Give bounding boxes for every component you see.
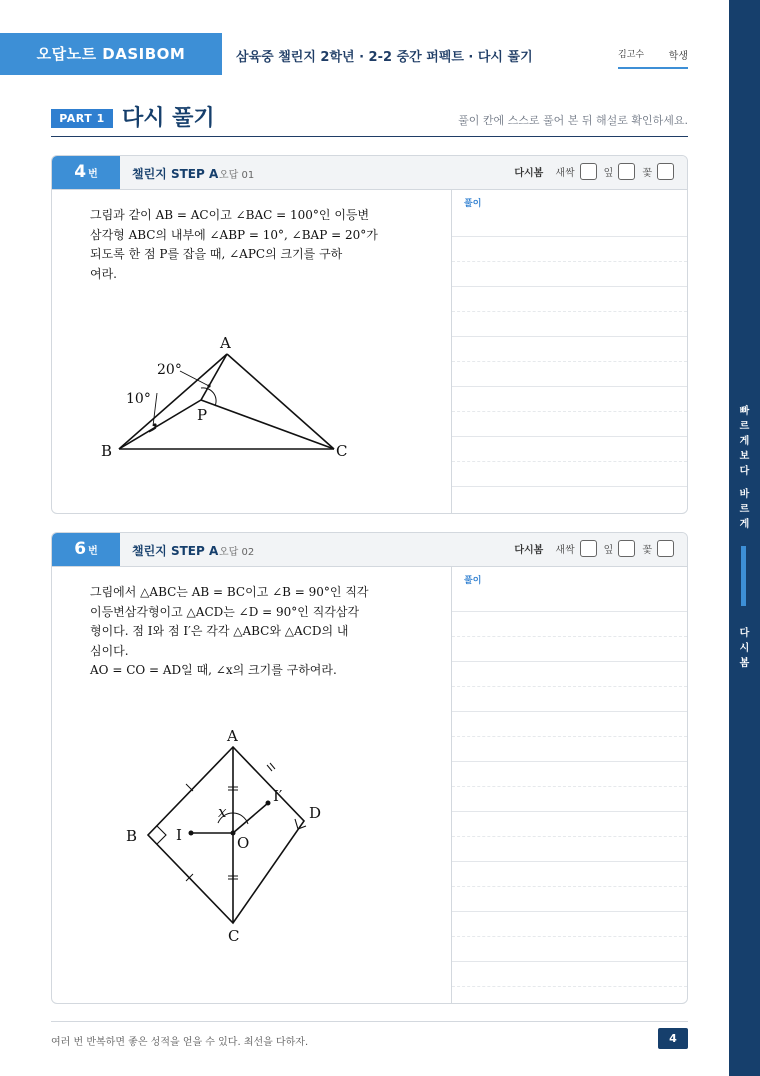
solution-line (452, 286, 687, 287)
solution-line (452, 786, 687, 787)
problem-text-line: AO = CO = AD일 때, ∠x의 크기를 구하여라. (90, 663, 337, 677)
side-motto-char: 보 (739, 451, 750, 462)
side-section-char: 봄 (739, 658, 750, 669)
point-label-p: P (197, 406, 208, 424)
side-section-char: 시 (739, 643, 750, 654)
student-role: 학생 (668, 51, 688, 62)
part-title: 다시 풀기 (122, 106, 215, 131)
vertex-label-b: B (101, 442, 113, 460)
solution-line (452, 486, 687, 487)
student-name: 김고수 (618, 50, 645, 60)
student-info (618, 47, 688, 69)
solution-label: 풀이 (464, 576, 482, 586)
problem-text-line: 되도록 한 점 P를 잡을 때, ∠APC의 크기를 구하 (90, 247, 343, 261)
review-checkbox-sprout[interactable] (580, 540, 597, 557)
triangle-figure (97, 328, 367, 468)
solution-line (452, 936, 687, 937)
solution-line (452, 736, 687, 737)
side-motto-char: 르 (739, 504, 750, 515)
problem-text-line: 그림과 같이 AB = AC이고 ∠BAC = 100°인 이등변 (90, 208, 370, 222)
problem-body (52, 567, 451, 1002)
review-checkboxes (514, 163, 678, 180)
solution-line (452, 436, 687, 437)
point-label-i-prime: I′ (273, 787, 283, 805)
vertex-label-a: A (227, 727, 238, 745)
side-motto (729, 404, 760, 532)
problem-source: 오답 02 (219, 547, 255, 558)
problem-text-line: 여라. (90, 266, 117, 281)
solution-area[interactable] (452, 190, 687, 513)
review-checkbox-leaf[interactable] (618, 163, 635, 180)
solution-label: 풀이 (464, 199, 482, 209)
solution-area[interactable] (452, 567, 687, 1003)
solution-line (452, 811, 687, 812)
solution-line (452, 961, 687, 962)
problem-text-line: 이등변삼각형이고 △ACD는 ∠D = 90°인 직각삼각 (90, 604, 360, 619)
review-checkbox-flower[interactable] (657, 163, 674, 180)
side-tab (729, 0, 760, 1076)
side-motto-char: 게 (739, 436, 750, 447)
side-motto-char: 게 (739, 519, 750, 530)
vertex-label-a: A (220, 334, 231, 352)
problem-step: 챌린지 STEP A (132, 544, 219, 558)
solution-line (452, 311, 687, 312)
solution-line (452, 986, 687, 987)
solution-line (452, 661, 687, 662)
solution-line (452, 461, 687, 462)
part-heading (51, 100, 688, 137)
solution-line (452, 911, 687, 912)
solution-line (452, 386, 687, 387)
solution-line (452, 361, 687, 362)
point-label-i: I (176, 826, 182, 844)
footer-divider (51, 1021, 688, 1022)
problem-source: 오답 01 (219, 170, 255, 181)
quadrilateral-figure (118, 723, 348, 993)
vertex-label-d: D (309, 804, 322, 822)
problem-step: 챌린지 STEP A (132, 167, 219, 181)
problem-text-line: 형이다. 점 I와 점 I′은 각각 △ABC와 △ACD의 내 (90, 624, 349, 638)
side-section-char: 다 (739, 628, 750, 639)
side-motto-gap (729, 479, 760, 487)
problem-card (51, 155, 688, 514)
solution-line (452, 336, 687, 337)
side-motto-char: 르 (739, 421, 750, 432)
angle-label-10: 10° (126, 391, 151, 407)
review-label: 다시봄 (514, 545, 544, 556)
review-checkboxes (514, 540, 678, 557)
side-motto-char: 빠 (739, 406, 750, 417)
review-option-label: 꽃 (642, 168, 652, 179)
solution-line (452, 761, 687, 762)
solution-line (452, 411, 687, 412)
vertex-label-c: C (336, 442, 348, 460)
page-number: 4 (658, 1028, 688, 1049)
solution-line (452, 636, 687, 637)
brand-banner: 오답노트 DASIBOM (0, 33, 222, 75)
problem-body (52, 190, 451, 512)
problem-card (51, 532, 688, 1004)
side-section[interactable] (729, 626, 760, 671)
part-instruction: 풀이 칸에 스스로 풀어 본 뒤 해설로 확인하세요. (458, 114, 688, 127)
document-title: 삼육중 챌린지 2학년 · 2-2 중간 퍼펙트 · 다시 풀기 (236, 50, 533, 65)
problem-number: 6 번 (52, 533, 120, 566)
review-label: 다시봄 (514, 168, 544, 179)
review-option-label: 꽃 (642, 545, 652, 556)
problem-text-line: 심이다. (90, 643, 129, 658)
problem-text (90, 206, 430, 284)
review-checkbox-sprout[interactable] (580, 163, 597, 180)
part-badge: PART 1 (51, 109, 113, 128)
solution-line (452, 861, 687, 862)
solution-line (452, 886, 687, 887)
side-motto-char: 바 (739, 489, 750, 500)
vertex-label-b: B (126, 827, 138, 845)
side-tab-indicator (741, 546, 746, 606)
review-checkbox-flower[interactable] (657, 540, 674, 557)
solution-line (452, 236, 687, 237)
vertex-label-c: C (228, 927, 240, 945)
review-option-label: 잎 (603, 545, 614, 556)
solution-line (452, 686, 687, 687)
footer-motto: 여러 번 반복하면 좋은 성적을 얻을 수 있다. 최선을 다하자. (51, 1037, 309, 1048)
review-option-label: 새싹 (555, 545, 575, 556)
problem-text-line: 삼각형 ABC의 내부에 ∠ABP = 10°, ∠BAP = 20°가 (90, 227, 378, 242)
problem-text-line: 그림에서 △ABC는 AB = BC이고 ∠B = 90°인 직각 (90, 585, 369, 599)
problem-text (90, 583, 430, 681)
review-checkbox-leaf[interactable] (618, 540, 635, 557)
problem-header (52, 533, 687, 567)
solution-line (452, 261, 687, 262)
solution-line (452, 611, 687, 612)
problem-header (52, 156, 687, 190)
angle-label-x: x (218, 803, 227, 821)
solution-line (452, 836, 687, 837)
review-option-label: 잎 (603, 168, 614, 179)
problem-number: 4 번 (52, 156, 120, 189)
review-option-label: 새싹 (555, 168, 575, 179)
solution-line (452, 711, 687, 712)
point-label-o: O (237, 834, 250, 852)
angle-label-20: 20° (157, 362, 182, 378)
side-motto-char: 다 (739, 466, 750, 477)
